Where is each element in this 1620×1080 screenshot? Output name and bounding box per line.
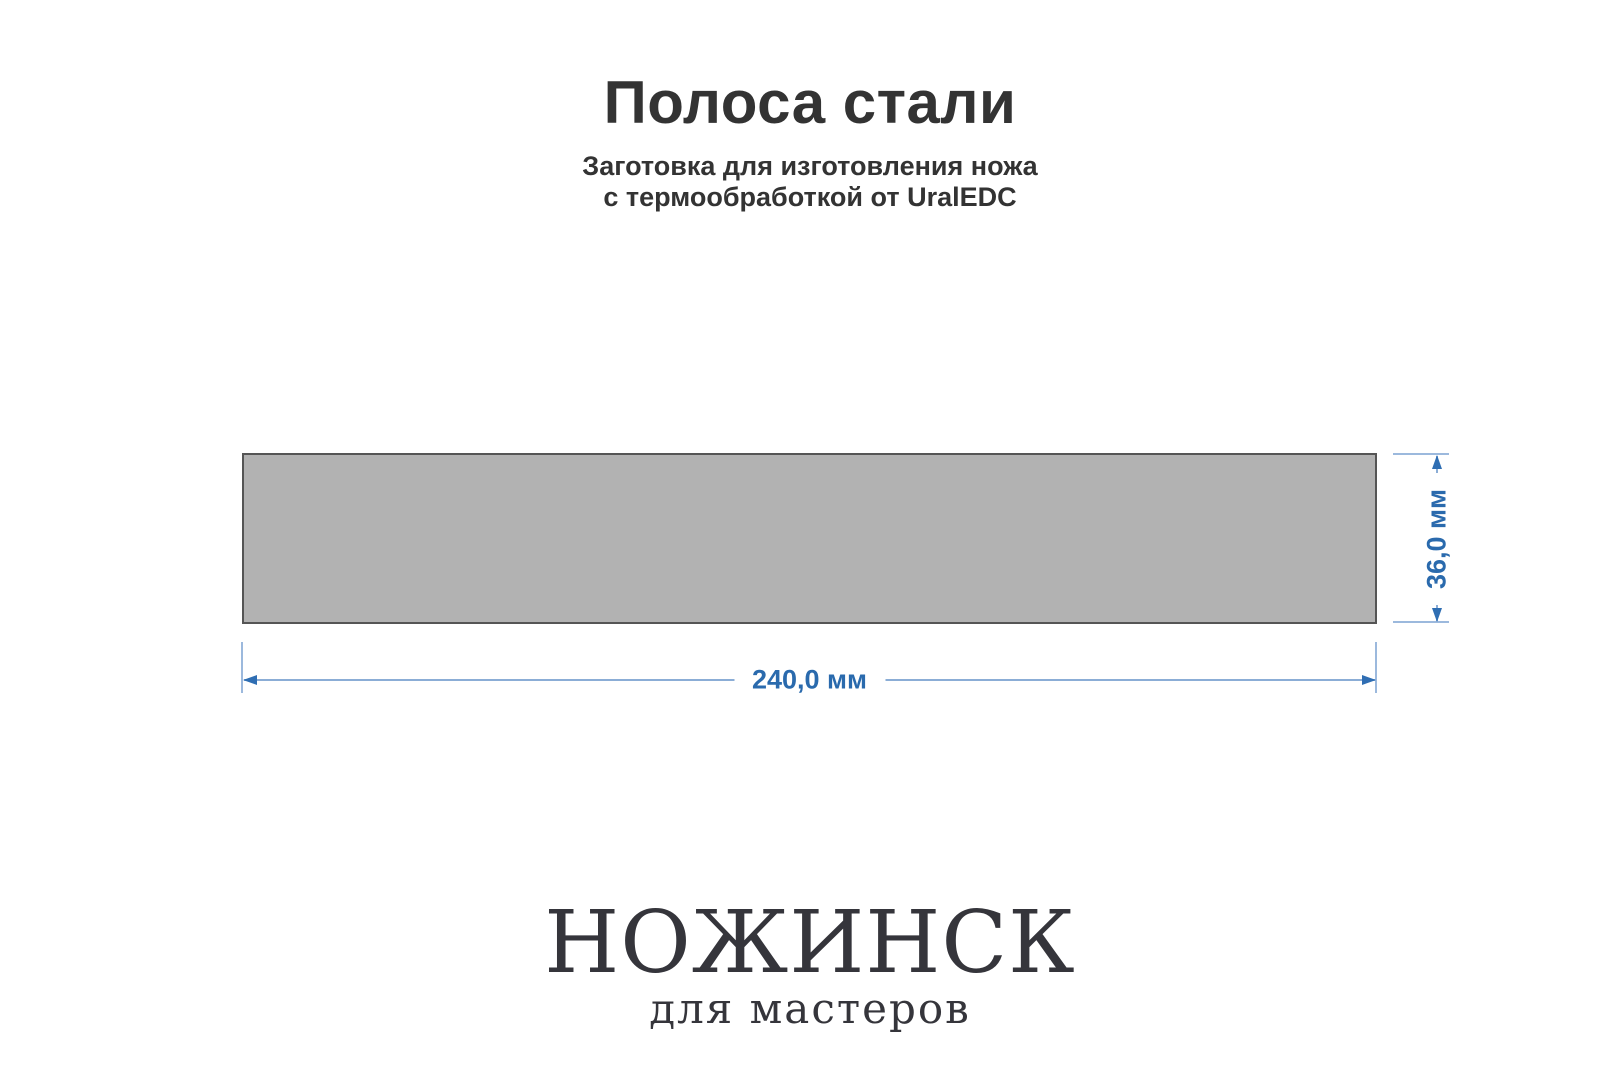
arrow-left-icon — [243, 675, 257, 685]
subtitle-line-2: с термообработкой от UralEDC — [603, 182, 1017, 212]
width-dimension-label: 240,0 мм — [734, 665, 885, 696]
brand-logo-text: НОЖИНСК — [544, 893, 1076, 993]
subtitle-line-1: Заготовка для изготовления ножа — [582, 151, 1038, 181]
height-dimension-label: 36,0 мм — [1422, 473, 1453, 605]
arrow-up-icon — [1432, 455, 1442, 469]
steel-strip-shape — [242, 453, 1377, 624]
width-dimension — [243, 664, 1376, 695]
arrow-down-icon — [1432, 608, 1442, 622]
page-subtitle — [0, 151, 1620, 213]
brand-tagline: для мастеров — [649, 984, 971, 1034]
height-dimension — [1421, 455, 1452, 622]
brand-block — [0, 893, 1620, 1034]
page-title: Полоса стали — [603, 69, 1017, 136]
arrow-right-icon — [1362, 675, 1376, 685]
